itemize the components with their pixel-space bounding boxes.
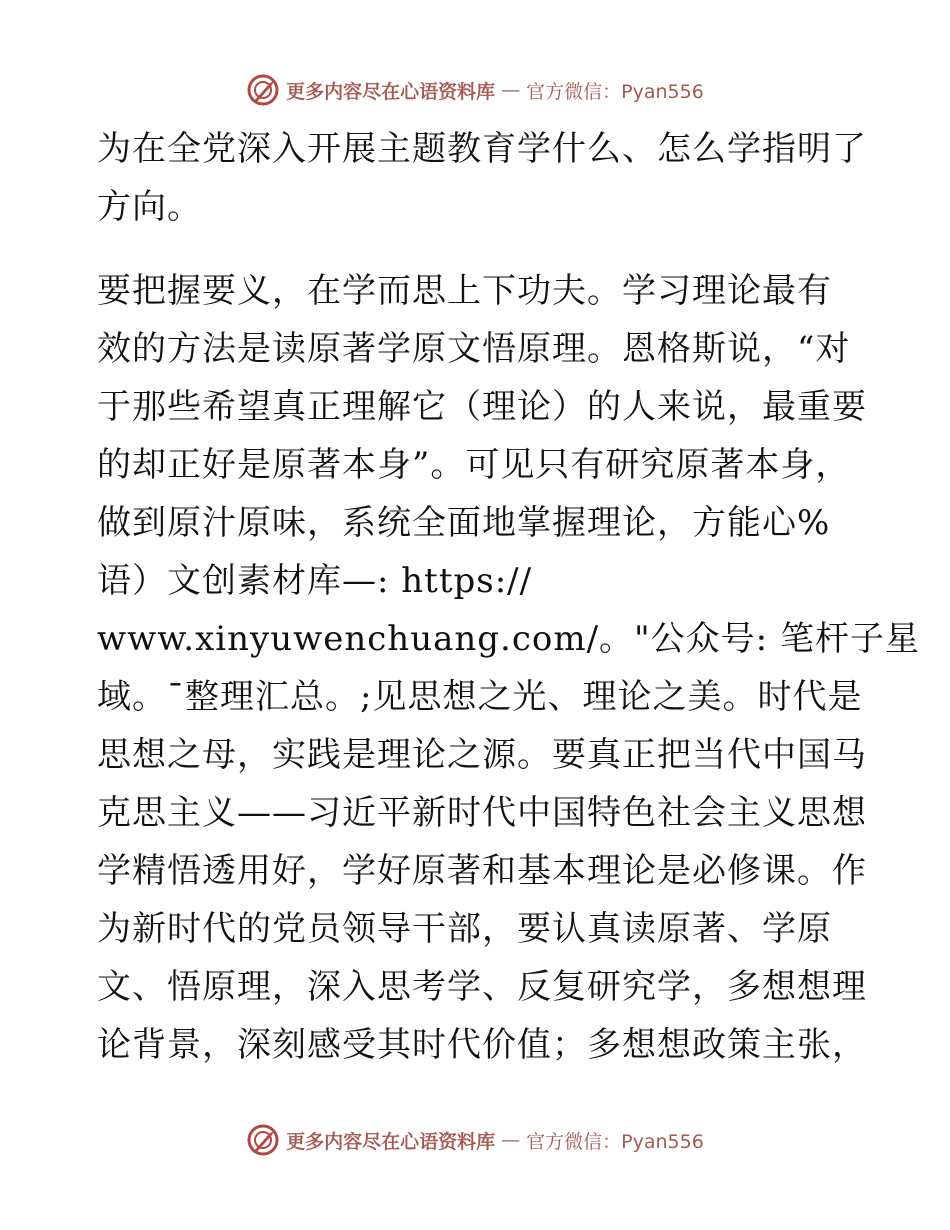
text-line: 思想之母，实践是理论之源。要真正把当代中国马 xyxy=(97,735,867,775)
text-line: 学精悟透用好，学好原著和基本理论是必修课。作 xyxy=(97,851,867,891)
text-line: 为新时代的党员领导干部，要认真读原著、学原 xyxy=(97,909,832,949)
text-line: 要把握要义，在学而思上下功夫。学习理论最有 xyxy=(97,271,832,311)
pen-logo-icon xyxy=(246,73,280,107)
footer-brand-text: 更多内容尽在心语资料库 xyxy=(286,1130,496,1153)
header-brand-text: 更多内容尽在心语资料库 xyxy=(286,80,496,103)
text-line: 方向。 xyxy=(97,187,202,227)
text-line: 域。¯整理汇总。;见思想之光、理论之美。时代是 xyxy=(97,677,863,717)
text-line: 效的方法是读原著学原文悟原理。恩格斯说，“对 xyxy=(97,329,851,369)
footer-contact-text: 官方微信：Pyan556 xyxy=(526,1130,704,1153)
text-line: 文、悟原理，深入思考学、反复研究学，多想想理 xyxy=(97,967,867,1007)
text-line: 做到原汁原味，系统全面地掌握理论，方能心% xyxy=(97,503,831,543)
text-line: 论背景，深刻感受其时代价值；多想想政策主张， xyxy=(97,1025,867,1065)
text-line: www.xinyuwenchuang.com/。"公众号: 笔杆子星 xyxy=(97,619,920,659)
text-line: 语）文创素材库—: https:// xyxy=(97,561,533,601)
text-line: 的却正好是原著本身”。可见只有研究原著本身， xyxy=(97,445,851,485)
header-banner xyxy=(0,70,950,110)
header-separator: — xyxy=(501,79,521,101)
footer-separator: — xyxy=(501,1129,521,1151)
header-contact-text: 官方微信：Pyan556 xyxy=(526,80,704,103)
document-body xyxy=(97,120,920,1074)
pen-logo-icon xyxy=(246,1123,280,1157)
text-line: 于那些希望真正理解它（理论）的人来说，最重要 xyxy=(97,387,867,427)
footer-banner xyxy=(0,1120,950,1160)
text-line: 克思主义——习近平新时代中国特色社会主义思想 xyxy=(97,793,867,833)
text-line: 为在全党深入开展主题教育学什么、怎么学指明了 xyxy=(97,129,867,169)
